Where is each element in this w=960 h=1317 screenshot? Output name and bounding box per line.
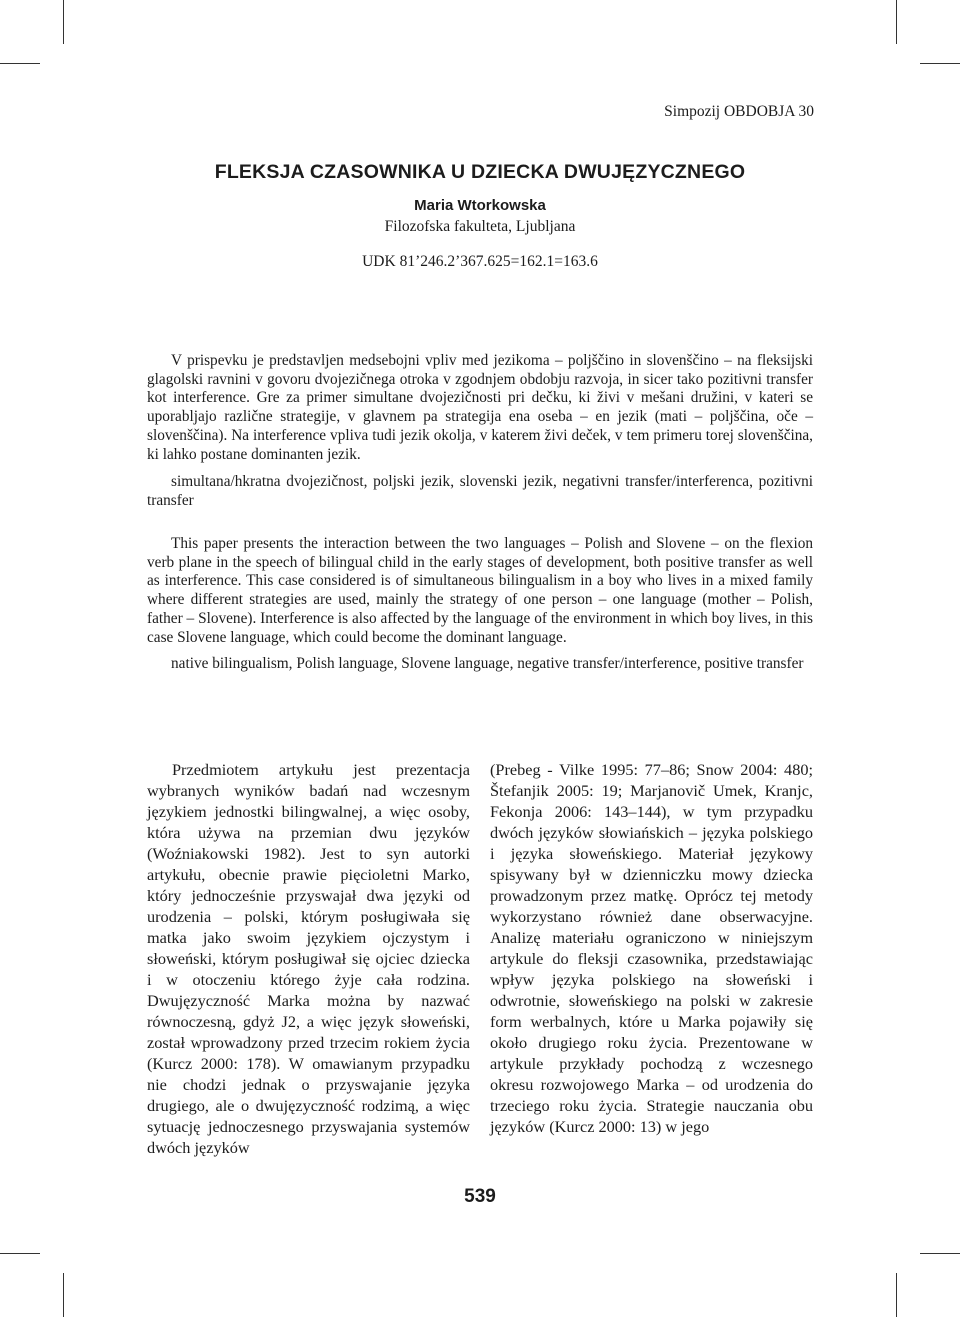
affiliation: Filozofska fakulteta, Ljubljana <box>384 218 576 235</box>
crop-mark <box>920 1253 960 1254</box>
keywords-english <box>147 655 813 674</box>
body-paragraph: Przedmiotem artykułu jest prezentacja wybranych wyników badań nad wczesnym językiem jednostki bilingwalnej, a więc osoby, która używa na przemian dwu języków (Woźniakowski 1982). Jest to syn autorki artykułu, obecnie prawie pięcioletni Marko, który jednocześnie przyswajał dwa języki od urodzenia – polski, którym posługiwała się matka jako swoim językiem ojczystym i słoweński, którym posługiwał się ojciec dziecka i w otoczeniu którego żyje cała rodzina. Dwujęzyczność Marka można by nazwać równoczesną, gdyż J2, a więc język słoweński, został wprowadzony przed trzecim rokiem życia (Kurcz 2000: 178). W omawianym przypadku nie chodzi jednak o przyswajanie języka drugiego, ale o dwujęzyczność rodzimą, a więc sytuację jednoczesnego przyswajania systemów dwóch języków <box>147 760 470 1157</box>
udk-code: UDK 81’246.2’367.625=162.1=163.6 <box>362 253 598 270</box>
crop-mark <box>0 1253 40 1254</box>
keywords-slovene-text: simultana/hkratna dvojezičnost, poljski jezik, slovenski jezik, negativni transfer/interferenca, pozitivni transfer <box>147 473 813 509</box>
crop-mark <box>920 63 960 64</box>
crop-mark <box>63 0 64 44</box>
author-name: Maria Wtorkowska <box>414 197 546 214</box>
crop-mark <box>896 0 897 44</box>
keywords-slovene <box>147 473 813 510</box>
keywords-english-text: native bilingualism, Polish language, Slovene language, negative transfer/interference, positive transfer <box>171 655 804 672</box>
page-number: 539 <box>464 1186 496 1207</box>
crop-mark <box>0 63 40 64</box>
body-column-right <box>490 759 813 1137</box>
abstract-slovene <box>147 352 813 464</box>
abstract-english <box>147 535 813 647</box>
abstract-english-text: This paper presents the interaction between the two languages – Polish and Slovene – on the flexion verb plane in the speech of bilingual child in the early stages of development, both positive transfer as well as interference. This case considered is of simultaneous bilingualism in a boy who lives in a mixed family where different strategies are used, mainly the strategy of one person – one language (mother – Polish, father – Slovene). Interference is also affected by the language of the environment in which boy lives, in this case Slovene language, which could become the dominant language. <box>147 535 813 646</box>
running-head: Simpozij OBDOBJA 30 <box>664 103 814 120</box>
crop-mark <box>63 1273 64 1317</box>
body-column-left <box>147 759 470 1158</box>
body-paragraph: (Prebeg - Vilke 1995: 77–86; Snow 2004: 480; Štefanjik 2005: 19; Marjanovič Umek, Kranjc, Fekonja 2006: 143–144), w tym przypadku dwóch języków słowiańskich – języka polskiego i języka słoweńskiego. Materiał językowy spisywany był w dzienniczku mowy dziecka prowadzonym przez matkę. Oprócz tej metody wykorzystano również dane obserwacyjne. Analizę materiału ograniczono w niniejszym artykule do fleksji czasownika, przedstawiając wpływ języka polskiego na słoweński i odwrotnie, słoweńskiego na polski w zakresie form werbalnych, które u Marka pojawiły się około drugiego roku życia. Prezentowane w artykule przykłady pochodzą z wczesnego okresu rozwojowego Marka – od urodzenia do trzeciego roku życia. Strategie nauczania obu języków (Kurcz 2000: 13) w jego <box>490 760 813 1136</box>
abstract-slovene-text: V prispevku je predstavljen medsebojni vpliv med jezikoma – poljščino in slovenščino – na fleksijski glagolski ravnini v govoru dvojezičnega otroka v zgodnjem obdobju razvoja, in sicer tako pozitivni transfer kot interference. Gre za primer simultane dvojezičnosti pri dečku, ki živi v mešani družini, v kateri se uporabljajo različne strategije, v glavnem pa strategija ena oseba – en jezik (mati – poljščina, oče – slovenščina). Na interference vpliva tudi jezik okolja, v katerem živi deček, v tem primeru torej slovenščina, ki lahko postane dominanten jezik. <box>147 352 813 463</box>
crop-mark <box>896 1273 897 1317</box>
article-title: FLEKSJA CZASOWNIKA U DZIECKA DWUJĘZYCZNEGO <box>214 161 746 183</box>
